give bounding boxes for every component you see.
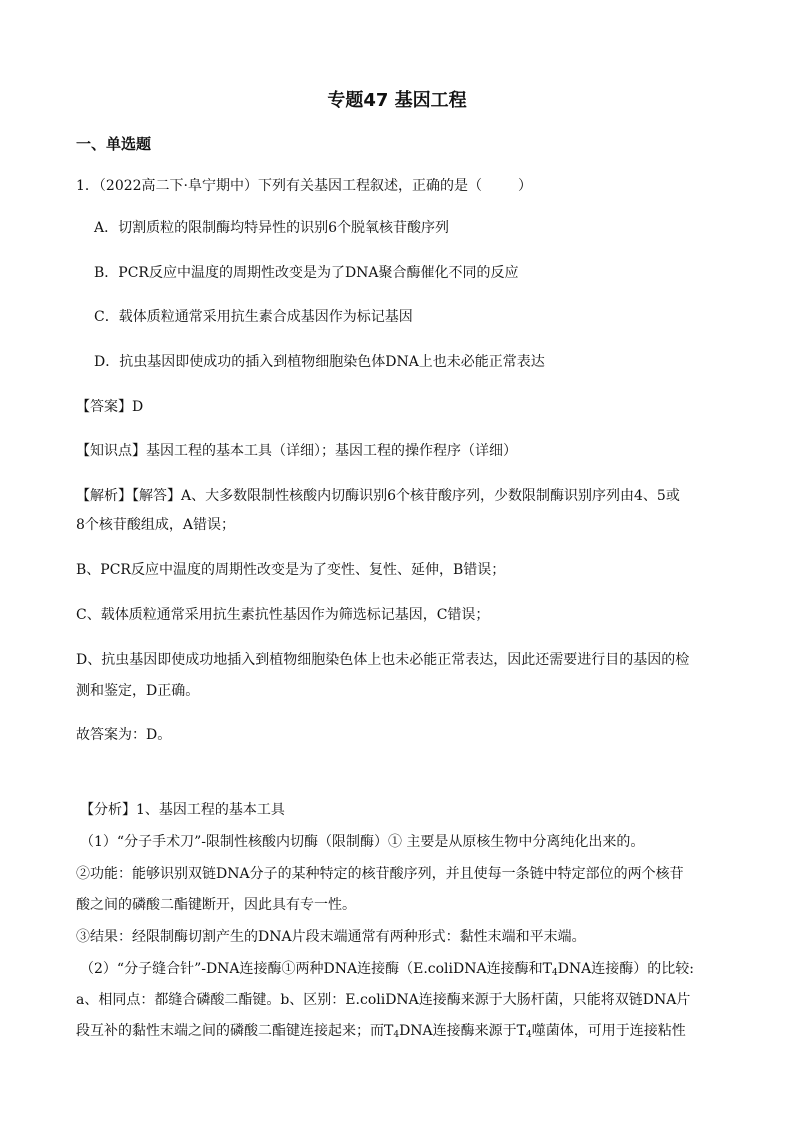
analysis-line: 测和鉴定，D正确。 — [76, 683, 200, 699]
option-d: D．抗虫基因即使成功的插入到植物细胞染色体DNA上也未必能正常表达 — [94, 354, 545, 370]
fenxi-text: （2）“分子缝合针”-DNA连接酶①两种DNA连接酶（E.coliDNA连接酶和T — [80, 961, 552, 977]
answer-line: 【答案】D — [76, 399, 144, 415]
subscript: 4 — [393, 1030, 400, 1040]
fenxi-line: ②功能：能够识别双链DNA分子的某种特定的核苷酸序列，并且使每一条链中特定部位的两个核苷 — [76, 866, 684, 882]
fenxi-heading: 【分析】1、基因工程的基本工具 — [80, 802, 285, 818]
option-c: C．载体质粒通常采用抗生素合成基因作为标记基因 — [94, 309, 413, 325]
option-a: A．切割质粒的限制酶均特异性的识别6个脱氧核苷酸序列 — [94, 220, 450, 236]
fenxi-text: 段互补的黏性末端之间的磷酸二酯键连接起来；而T — [76, 1023, 394, 1039]
question-stem — [76, 176, 532, 196]
question-stem-close: ） — [518, 178, 532, 194]
fenxi-line — [80, 959, 694, 979]
fenxi-text: DNA连接酶）的比较: — [557, 961, 694, 977]
fenxi-text: DNA连接酶来源于T — [399, 1023, 527, 1039]
subscript: 4 — [551, 968, 558, 978]
fenxi-line: ③结果：经限制酶切割产生的DNA片段末端通常有两种形式：黏性末端和平末端。 — [76, 929, 586, 945]
fenxi-line: 酸之间的磷酸二酯键断开，因此具有专一性。 — [76, 897, 356, 913]
question-stem-text: 1．（2022高二下·阜宁期中）下列有关基因工程叙述，正确的是（ — [76, 178, 482, 194]
fenxi-line: a、相同点：都缝合磷酸二酯键。b、区别：E.coliDNA连接酶来源于大肠杆菌，只能将双链DNA片 — [76, 992, 691, 1008]
fenxi-line — [76, 1021, 686, 1041]
fenxi-text: 噬菌体，可用于连接粘性 — [531, 1023, 686, 1039]
fenxi-line: （1）“分子手术刀”-限制性核酸内切酶（限制酶）① 主要是从原核生物中分离纯化出来的。 — [80, 834, 645, 850]
page-title: 专题47 基因工程 — [327, 90, 467, 111]
analysis-line: C、载体质粒通常采用抗生素抗性基因作为筛选标记基因，C错误； — [76, 607, 490, 623]
knowledge-line: 【知识点】基因工程的基本工具（详细）；基因工程的操作程序（详细） — [76, 443, 517, 459]
subscript: 4 — [526, 1030, 532, 1040]
analysis-line: 【解析】【解答】A、大多数限制性核酸内切酶识别6个核苷酸序列，少数限制酶识别序列由4、5或 — [76, 488, 680, 504]
analysis-line: B、PCR反应中温度的周期性改变是为了变性、复性、延伸，B错误； — [76, 562, 506, 578]
option-b: B．PCR反应中温度的周期性改变是为了DNA聚合酶催化不同的反应 — [94, 265, 519, 281]
analysis-line: D、抗虫基因即使成功地插入到植物细胞染色体上也未必能正常表达，因此还需要进行目的基因的检 — [76, 652, 690, 668]
analysis-line: 8个核苷酸组成，A错误； — [76, 517, 236, 533]
final-answer-line: 故答案为：D。 — [76, 727, 172, 743]
section-heading: 一、单选题 — [76, 135, 152, 153]
